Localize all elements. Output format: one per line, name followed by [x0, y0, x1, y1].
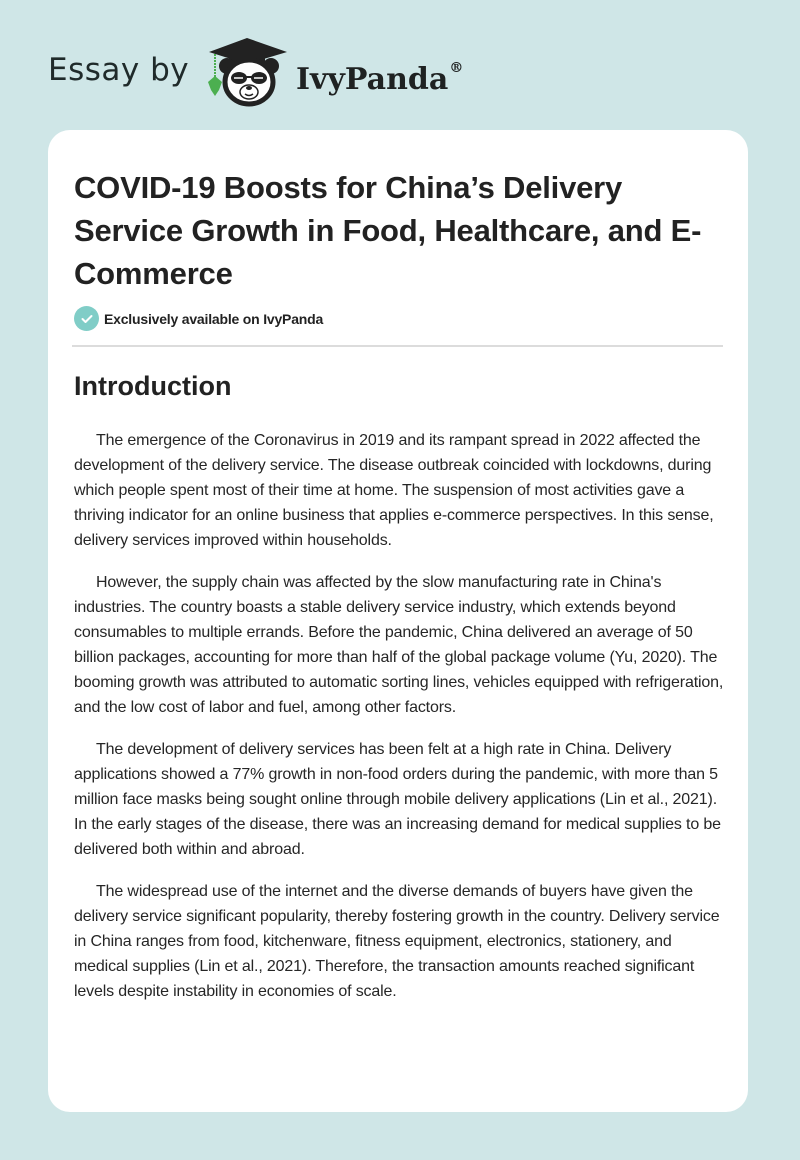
- exclusive-label: Exclusively available on IvyPanda: [104, 310, 324, 327]
- check-circle-icon: [74, 306, 99, 331]
- essay-by-label: Essay by: [48, 52, 190, 88]
- brand-name[interactable]: IvyPanda®: [296, 60, 464, 97]
- exclusive-badge: [74, 306, 323, 331]
- page-title: COVID-19 Boosts for China’s Delivery Service Growth in Food, Healthcare, and E-Commerce: [74, 170, 702, 291]
- registered-mark: ®: [449, 60, 464, 76]
- paragraph: The widespread use of the internet and the diverse demands of buyers have given the delivery service significant popularity, thereby fostering growth in the country. Delivery service in China ranges from food, kitchenware, fitness equipment, electronics, stationery, and medical supplies (Lin et al., 2021). Therefore, the transaction amounts reached significant levels despite instability in economies of scale.: [74, 883, 720, 1000]
- divider: [72, 345, 723, 347]
- essay-card: [48, 130, 748, 1112]
- panda-graduation-cap-icon[interactable]: [203, 36, 291, 108]
- paragraph: The emergence of the Coronavirus in 2019 and its rampant spread in 2022 affected the development of the delivery service. The disease outbreak coincided with lockdowns, during which people spent most of their time at home. The suspension of most activities gave a thriving indicator for an online business that applies e-commerce perspectives. In this sense, delivery services improved within households.: [74, 432, 714, 549]
- article-body: [74, 428, 724, 1021]
- site-header: [0, 0, 800, 130]
- section-heading-introduction: Introduction: [74, 371, 232, 401]
- paragraph: The development of delivery services has been felt at a high rate in China. Delivery applications showed a 77% growth in non-food orders during the pandemic, with more than 5 million face masks being sought online through mobile delivery applications (Lin et al., 2021). In the early stages of the disease, there was an increasing demand for medical supplies to be delivered both within and abroad.: [74, 741, 721, 858]
- paragraph: However, the supply chain was affected by the slow manufacturing rate in China's industries. The country boasts a stable delivery service industry, which extends beyond consumables to multiple errands. Before the pandemic, China delivered an average of 50 billion packages, accounting for more than half of the global package volume (Yu, 2020). The booming growth was attributed to automatic sorting lines, vehicles equipped with refrigeration, and the low cost of labor and fuel, among other factors.: [74, 574, 724, 716]
